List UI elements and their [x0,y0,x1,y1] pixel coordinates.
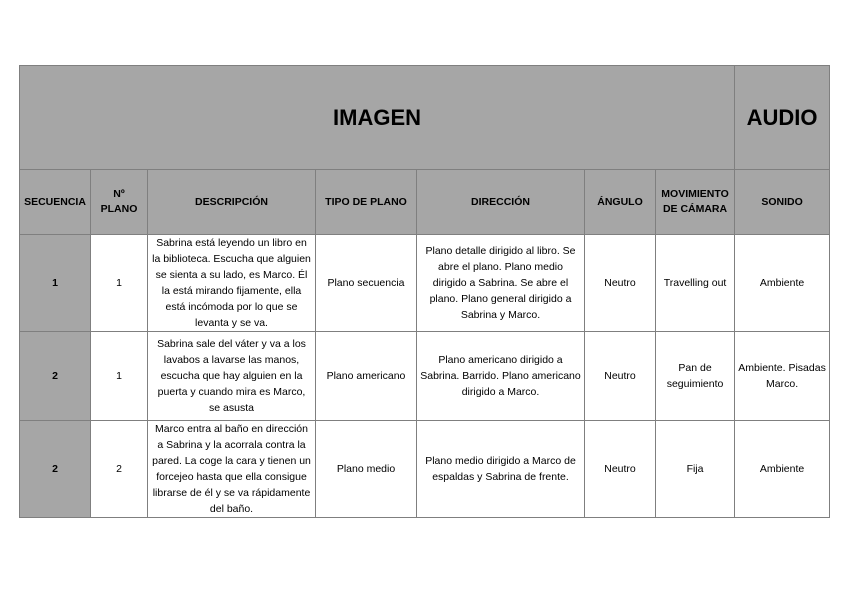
col-header-secuencia: SECUENCIA [20,170,91,235]
cell-sonido: Ambiente [735,235,830,332]
table-row [20,235,830,332]
col-header-movimiento: MOVIMIENTO DE CÁMARA [656,170,735,235]
storyboard-table [19,65,830,518]
table-row [20,421,830,518]
audio-header: AUDIO [735,66,830,170]
col-header-direccion: DIRECCIÓN [417,170,585,235]
cell-angulo: Neutro [585,421,656,518]
cell-sonido: Ambiente [735,421,830,518]
cell-direccion: Plano detalle dirigido al libro. Se abre el plano. Plano medio dirigido a Sabrina. Se abre el plano. Plano general dirigido a Sabrina y Marco. [417,235,585,332]
cell-sonido: Ambiente. Pisadas Marco. [735,332,830,421]
cell-secuencia: 1 [20,235,91,332]
cell-movimiento: Travelling out [656,235,735,332]
cell-plano: 1 [91,235,148,332]
cell-descripcion: Marco entra al baño en dirección a Sabrina y la acorrala contra la pared. La coge la cara y tienen un forcejeo hasta que ella consigue librarse de él y se va rápidamente del baño. [148,421,316,518]
col-header-angulo: ÁNGULO [585,170,656,235]
column-header-row [20,170,830,235]
cell-secuencia: 2 [20,332,91,421]
cell-movimiento: Pan de seguimiento [656,332,735,421]
cell-movimiento: Fija [656,421,735,518]
col-header-plano: Nº PLANO [91,170,148,235]
cell-tipo: Plano secuencia [316,235,417,332]
cell-angulo: Neutro [585,235,656,332]
col-header-tipo: TIPO DE PLANO [316,170,417,235]
cell-descripcion: Sabrina está leyendo un libro en la biblioteca. Escucha que alguien se sienta a su lado, es Marco. Él la está mirando fijamente, ella está incómoda por lo que se levanta y se va. [148,235,316,332]
col-header-sonido: SONIDO [735,170,830,235]
cell-plano: 2 [91,421,148,518]
cell-tipo: Plano americano [316,332,417,421]
cell-direccion: Plano americano dirigido a Sabrina. Barrido. Plano americano dirigido a Marco. [417,332,585,421]
cell-secuencia: 2 [20,421,91,518]
cell-tipo: Plano medio [316,421,417,518]
cell-descripcion: Sabrina sale del váter y va a los lavabos a lavarse las manos, escucha que hay alguien en la puerta y cuando mira es Marco, se asusta [148,332,316,421]
col-header-descripcion: DESCRIPCIÓN [148,170,316,235]
table-row [20,332,830,421]
imagen-header: IMAGEN [20,66,735,170]
cell-angulo: Neutro [585,332,656,421]
section-header-row [20,66,830,170]
cell-direccion: Plano medio dirigido a Marco de espaldas y Sabrina de frente. [417,421,585,518]
cell-plano: 1 [91,332,148,421]
